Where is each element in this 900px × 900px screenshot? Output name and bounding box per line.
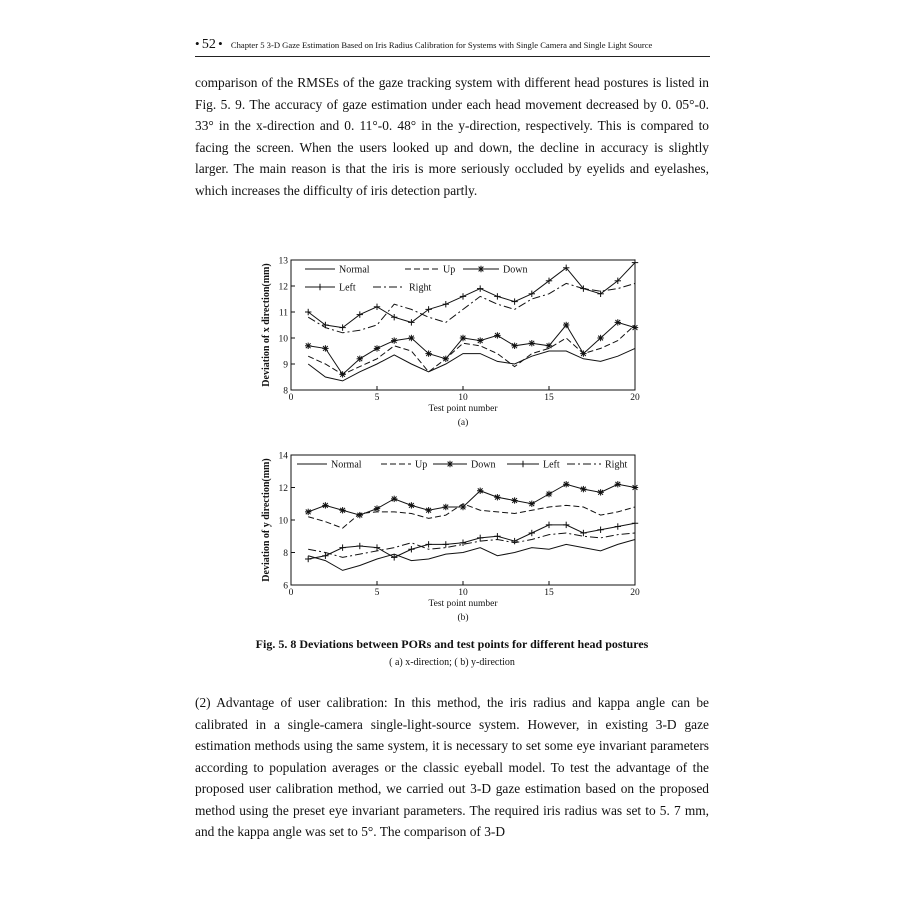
legend-label-normal: Normal bbox=[331, 459, 362, 471]
data-point-left bbox=[511, 538, 517, 544]
x-tick-label: 5 bbox=[374, 588, 380, 598]
data-point-left bbox=[443, 541, 449, 547]
data-point-down bbox=[391, 496, 397, 502]
x-tick-label: 0 bbox=[288, 393, 294, 403]
data-point-down bbox=[580, 486, 586, 492]
y-axis-label: Deviation of x direction(mm) bbox=[261, 263, 272, 387]
y-tick-label: 13 bbox=[278, 256, 288, 267]
data-point-left bbox=[443, 301, 449, 307]
panel-label: (a) bbox=[457, 418, 469, 428]
data-point-down bbox=[305, 509, 311, 515]
data-point-left bbox=[477, 535, 483, 541]
data-point-left bbox=[529, 530, 535, 536]
legend-label-down: Down bbox=[503, 264, 528, 276]
data-point-down bbox=[529, 501, 535, 507]
data-point-left bbox=[597, 527, 603, 533]
data-point-down bbox=[391, 337, 397, 343]
data-point-down bbox=[494, 494, 500, 500]
legend-label-right: Right bbox=[409, 282, 432, 294]
data-point-left bbox=[425, 541, 431, 547]
data-point-down bbox=[408, 502, 414, 508]
x-axis-label: Test point number bbox=[428, 599, 498, 609]
legend-label-right: Right bbox=[605, 459, 628, 471]
series-line-up bbox=[308, 325, 635, 374]
legend-label-left: Left bbox=[543, 459, 560, 471]
data-point-down bbox=[632, 484, 638, 490]
data-point-down bbox=[443, 504, 449, 510]
y-tick-label: 12 bbox=[278, 282, 288, 293]
data-point-down bbox=[477, 488, 483, 494]
data-point-down bbox=[460, 504, 466, 510]
legend-marker-left bbox=[317, 284, 323, 290]
data-point-down bbox=[511, 343, 517, 349]
x-tick-label: 15 bbox=[544, 393, 554, 403]
data-point-left bbox=[563, 522, 569, 528]
data-point-left bbox=[546, 522, 552, 528]
data-point-down bbox=[374, 505, 380, 511]
x-tick-label: 10 bbox=[458, 393, 468, 403]
legend-label-down: Down bbox=[471, 459, 496, 471]
chart-b-y-direction bbox=[255, 448, 655, 628]
x-tick-label: 5 bbox=[374, 393, 380, 403]
legend-marker-left bbox=[520, 461, 526, 467]
legend-label-up: Up bbox=[415, 459, 428, 471]
data-point-down bbox=[339, 507, 345, 513]
data-point-left bbox=[494, 533, 500, 539]
page-number: 52 bbox=[201, 37, 216, 52]
header-bullet-right: • bbox=[218, 36, 223, 51]
x-tick-label: 15 bbox=[544, 588, 554, 598]
data-point-down bbox=[357, 356, 363, 362]
data-point-down bbox=[460, 335, 466, 341]
data-point-left bbox=[357, 543, 363, 549]
data-point-down bbox=[546, 343, 552, 349]
data-point-left bbox=[374, 544, 380, 550]
data-point-down bbox=[615, 319, 621, 325]
data-point-down bbox=[357, 512, 363, 518]
x-tick-label: 20 bbox=[630, 588, 640, 598]
paragraph-1: comparison of the RMSEs of the gaze tracking system with different head postures is listed in Fig. 5. 9. The accuracy of gaze estimation under each head movement decreased by 0. 05°-0. 33° in the x-direction and 0. 11°-0. 48° in the y-direction, respectively. This is compared to facing the screen. When the users looked up and down, the decline in accuracy is slightly larger. The main reason is that the iris is more seriously occluded by eyelids and eyelashes, which increases the difficulty of iris detection partly. bbox=[195, 75, 709, 198]
chart-a-x-direction bbox=[255, 252, 655, 432]
data-point-down bbox=[374, 345, 380, 351]
legend-marker-down bbox=[478, 266, 484, 272]
data-point-down bbox=[529, 340, 535, 346]
data-point-down bbox=[597, 489, 603, 495]
data-point-down bbox=[408, 335, 414, 341]
panel-label: (b) bbox=[457, 613, 469, 623]
data-point-down bbox=[339, 371, 345, 377]
data-point-down bbox=[632, 324, 638, 330]
plot-frame bbox=[291, 455, 635, 585]
data-point-down bbox=[494, 332, 500, 338]
data-point-down bbox=[305, 343, 311, 349]
legend-label-up: Up bbox=[443, 264, 456, 276]
data-point-left bbox=[580, 530, 586, 536]
data-point-left bbox=[460, 293, 466, 299]
x-axis-label: Test point number bbox=[428, 404, 498, 414]
data-point-left bbox=[615, 523, 621, 529]
x-tick-label: 10 bbox=[458, 588, 468, 598]
data-point-down bbox=[425, 350, 431, 356]
series-line-up bbox=[308, 504, 635, 528]
legend-label-normal: Normal bbox=[339, 264, 370, 276]
series-line-right bbox=[308, 283, 635, 332]
y-axis-label: Deviation of y direction(mm) bbox=[261, 458, 272, 582]
data-point-left bbox=[632, 520, 638, 526]
data-point-left bbox=[374, 304, 380, 310]
series-line-right bbox=[308, 533, 635, 557]
data-point-down bbox=[322, 345, 328, 351]
running-header bbox=[195, 36, 710, 57]
figure-subcaption: ( a) x-direction; ( b) y-direction bbox=[389, 657, 515, 668]
data-point-left bbox=[511, 298, 517, 304]
y-tick-label: 12 bbox=[278, 484, 288, 494]
y-tick-label: 10 bbox=[278, 516, 288, 527]
series-line-left bbox=[308, 523, 635, 559]
data-point-left bbox=[477, 285, 483, 291]
y-tick-label: 8 bbox=[283, 549, 288, 559]
data-point-left bbox=[494, 293, 500, 299]
data-point-down bbox=[477, 337, 483, 343]
legend-marker-down bbox=[447, 461, 453, 467]
legend-label-left: Left bbox=[339, 282, 356, 294]
y-tick-label: 11 bbox=[278, 308, 288, 319]
running-title: Chapter 5 3-D Gaze Estimation Based on Iris Radius Calibration for Systems with Single Camera and Single Light Source bbox=[230, 40, 653, 50]
header-bullet-left: • bbox=[195, 36, 200, 51]
data-point-down bbox=[563, 322, 569, 328]
data-point-down bbox=[425, 507, 431, 513]
y-tick-label: 8 bbox=[283, 386, 288, 397]
data-point-down bbox=[546, 491, 552, 497]
data-point-down bbox=[580, 350, 586, 356]
paragraph-2: (2) Advantage of user calibration: In this method, the iris radius and kappa angle can be calibrated in a single-camera single-light-source system. However, in existing 3-D gaze estimation methods using the same system, it is necessary to set some eye invariant parameters according to population averages or the classic eyeball model. To test the advantage of the proposed user calibration method, we carried out 3-D gaze estimation based on the proposed method using the preset eye invariant parameters. The required iris radius was set to 5. 7 mm, and the kappa angle was set to 5°. The comparison of 3-D bbox=[195, 695, 709, 839]
figure-caption: Fig. 5. 8 Deviations between PORs and test points for different head postures bbox=[255, 637, 649, 651]
y-tick-label: 6 bbox=[283, 581, 288, 592]
x-tick-label: 0 bbox=[288, 588, 294, 598]
data-point-down bbox=[615, 481, 621, 487]
y-tick-label: 14 bbox=[278, 451, 288, 462]
data-point-down bbox=[322, 502, 328, 508]
data-point-down bbox=[563, 481, 569, 487]
data-point-down bbox=[511, 497, 517, 503]
data-point-left bbox=[408, 546, 414, 552]
y-tick-label: 9 bbox=[283, 360, 288, 371]
data-point-down bbox=[597, 335, 603, 341]
y-tick-label: 10 bbox=[278, 334, 288, 345]
x-tick-label: 20 bbox=[630, 393, 640, 403]
data-point-left bbox=[339, 544, 345, 550]
data-point-left bbox=[391, 314, 397, 320]
data-point-down bbox=[443, 356, 449, 362]
